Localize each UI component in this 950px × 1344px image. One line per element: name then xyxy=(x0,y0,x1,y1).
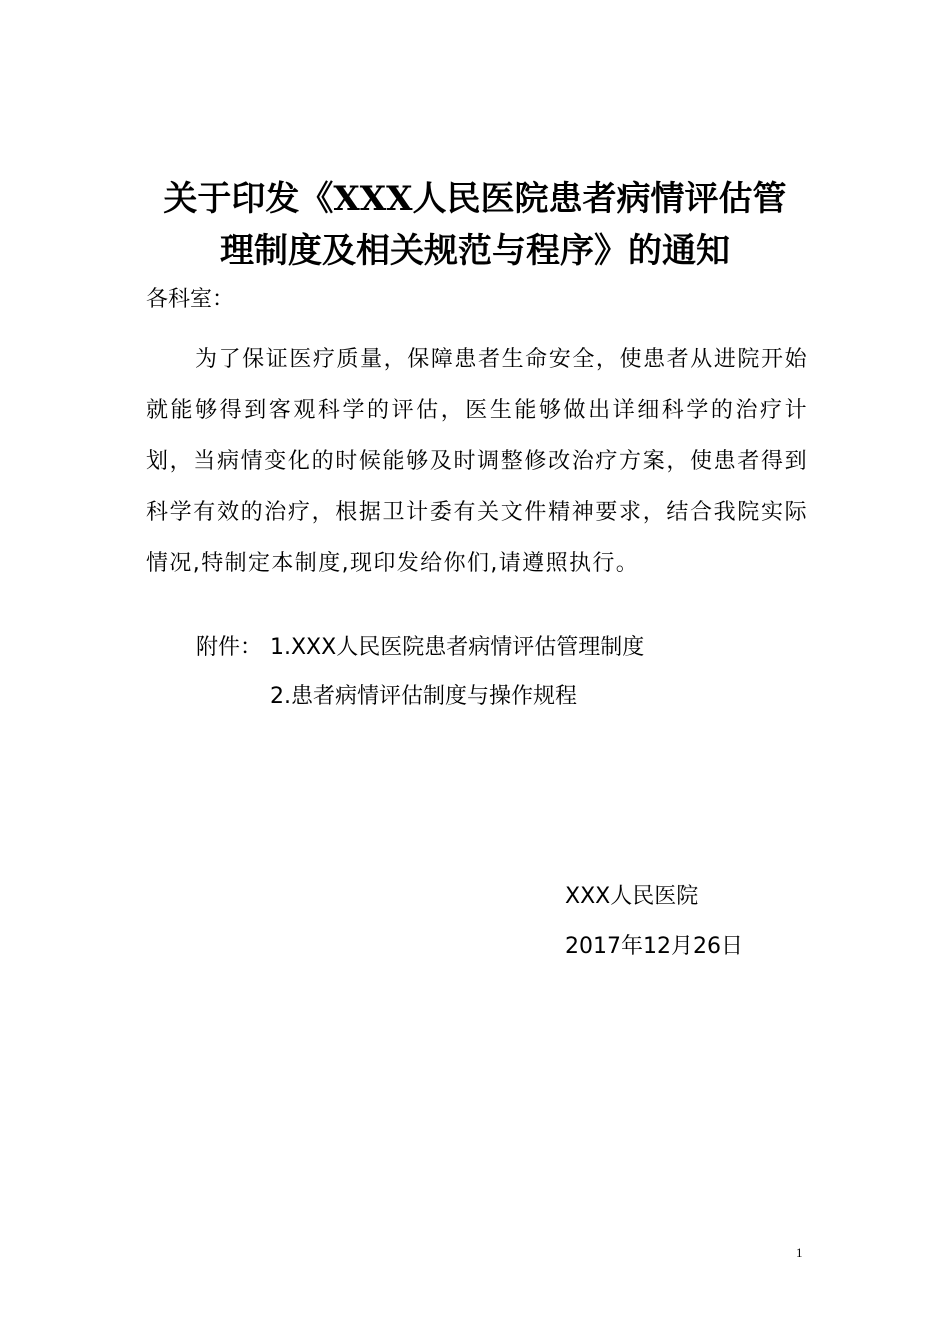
notice-title-line-1: 关于印发《XXX人民医院患者病情评估管 xyxy=(163,179,787,219)
attachments-label: 附件： xyxy=(196,635,263,660)
page-number: 1 xyxy=(796,1245,803,1260)
notice-body-paragraph: 为了保证医疗质量，保障患者生命安全，使患者从进院开始就能够得到客观科学的评估，医生能够做出详细科学的治疗计划，当病情变化的时候能够及时调整修改治疗方案，使患者得到科学有效的治疗，根据卫计委有关文件精神要求，结合我院实际情况,特制定本制度,现印发给你们,请遵照执行。 xyxy=(146,347,808,576)
salutation: 各科室： xyxy=(146,287,235,312)
notice-title-line-2: 理制度及相关规范与程序》的通知 xyxy=(220,231,730,271)
attachment-item-1: 1.XXX人民医院患者病情评估管理制度 xyxy=(270,635,645,660)
attachment-item-2: 2.患者病情评估制度与操作规程 xyxy=(270,684,577,709)
signature-organization: XXX人民医院 xyxy=(565,884,699,909)
signature-date: 2017年12月26日 xyxy=(565,934,743,959)
